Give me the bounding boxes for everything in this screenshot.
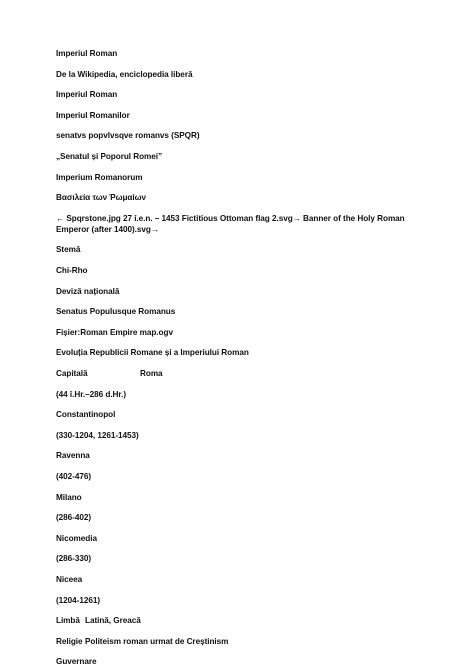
doc-line: Senatus Populusque Romanus: [56, 307, 176, 316]
doc-subtitle: De la Wikipedia, enciclopedia liberă: [56, 70, 193, 79]
doc-line: (330-1204, 1261-1453): [56, 431, 139, 440]
doc-line: (44 î.Hr.–286 d.Hr.): [56, 390, 126, 399]
religie-value: Politeism roman urmat de Creștinism: [85, 637, 229, 646]
doc-line: Milano: [56, 493, 82, 502]
doc-title: Imperiul Roman: [56, 49, 118, 58]
doc-line: (286-330): [56, 554, 92, 563]
doc-line: Imperiul Romanilor: [56, 111, 130, 120]
doc-line: Βασιλεία των Ῥωμαίων: [56, 193, 146, 202]
doc-line: Stemă: [56, 245, 81, 254]
doc-flags-text: ← Spqrstone.jpg 27 î.e.n. – 1453 Fictitious Ottoman flag 2.svg→ Banner of the Holy Roman Emperor (after 1400).svg→: [56, 214, 405, 234]
limba-label: Limbă: [56, 616, 80, 625]
doc-line: Deviză națională: [56, 287, 120, 296]
doc-line: Evoluția Republicii Romane și a Imperiului Roman: [56, 348, 249, 357]
doc-line: (1204-1261): [56, 596, 101, 605]
doc-line: Imperiul Roman: [56, 90, 118, 99]
doc-line: Chi-Rho: [56, 266, 88, 275]
doc-line: Nicomedia: [56, 534, 97, 543]
doc-line: Imperium Romanorum: [56, 173, 143, 182]
religie-row: [56, 636, 228, 647]
limba-value: Latină, Greacă: [85, 616, 141, 625]
doc-line: Ravenna: [56, 451, 90, 460]
doc-line: senatvs popvlvsqve romanvs (SPQR): [56, 131, 200, 140]
capitala-label: Capitală: [56, 369, 88, 378]
doc-line: Guvernare: [56, 657, 97, 666]
doc-line: „Senatul și Poporul Romei”: [56, 152, 163, 161]
capitala-row: [56, 368, 163, 379]
limba-row: [56, 615, 141, 626]
doc-line: (286-402): [56, 513, 92, 522]
doc-line: Constantinopol: [56, 410, 116, 419]
doc-line: Fișier:Roman Empire map.ogv: [56, 328, 173, 337]
capitala-value: Roma: [140, 369, 163, 378]
religie-label: Religie: [56, 637, 83, 646]
doc-line: (402-476): [56, 472, 92, 481]
doc-line: Niceea: [56, 575, 83, 584]
